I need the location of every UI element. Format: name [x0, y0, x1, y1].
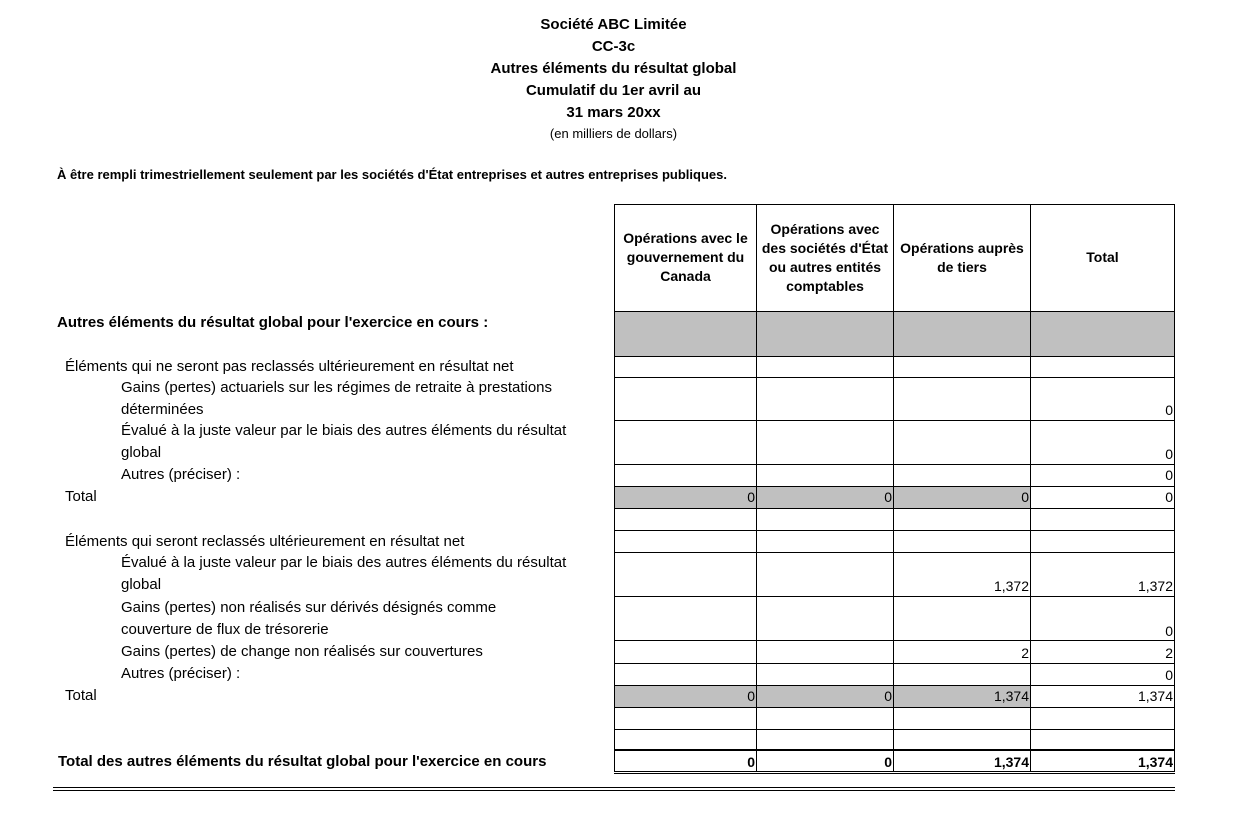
- group2-row4-label: Autres (préciser) :: [121, 665, 241, 682]
- group2-row1-third: 1,372: [993, 578, 1029, 594]
- grid-hline: [614, 663, 1175, 664]
- section-title: Autres éléments du résultat global pour l'exercice en cours :: [57, 314, 489, 331]
- group2-title: Éléments qui seront reclassés ultérieurement en résultat net: [65, 533, 465, 550]
- col-header-crown-corps: Opérations avec des sociétés d'État ou autres entités comptables: [756, 204, 894, 311]
- group1-row3-total: 0: [1165, 467, 1173, 483]
- bottom-double-rule: [53, 787, 1175, 788]
- group1-total-crown: 0: [884, 489, 892, 505]
- group2-row1-label-cont: global: [121, 576, 162, 593]
- group2-row3-third: 2: [1021, 645, 1029, 661]
- group1-row2-label: Évalué à la juste valeur par le biais des autres éléments du résultat: [121, 422, 567, 439]
- group1-row1-label: Gains (pertes) actuariels sur les régimes de retraite à prestations: [121, 379, 553, 396]
- grid-hline: [614, 707, 1175, 708]
- instruction-text: À être rempli trimestriellement seulement par les sociétés d'État entreprises et autres entreprises publiques.: [57, 167, 727, 182]
- group1-total-third: 0: [1021, 489, 1029, 505]
- form-title: Autres éléments du résultat global: [490, 60, 737, 77]
- group1-row3-label: Autres (préciser) :: [121, 466, 241, 483]
- grid-hline: [614, 596, 1175, 597]
- group2-row3-total: 2: [1165, 645, 1173, 661]
- group1-row1-total: 0: [1165, 402, 1173, 418]
- grid-hline-thick: [614, 749, 1175, 751]
- grand-total-total: 1,374: [1137, 754, 1173, 770]
- grid-hline: [614, 420, 1175, 421]
- group1-row2-label-cont: global: [121, 444, 162, 461]
- group2-total-crown: 0: [884, 688, 892, 704]
- units-note: (en milliers de dollars): [549, 126, 678, 141]
- period-line-1: Cumulatif du 1er avril au: [525, 82, 702, 99]
- group1-total-total: 0: [1165, 489, 1173, 505]
- grand-total-third: 1,374: [993, 754, 1029, 770]
- group2-total-third: 1,374: [993, 688, 1029, 704]
- section-shade: [614, 311, 1174, 356]
- company-name: Société ABC Limitée: [540, 16, 687, 33]
- grand-total-label: Total des autres éléments du résultat global pour l'exercice en cours: [58, 753, 547, 770]
- col-header-government: Opérations avec le gouvernement du Canada: [614, 204, 757, 311]
- grid-hline: [614, 552, 1175, 553]
- group2-row2-label: Gains (pertes) non réalisés sur dérivés désignés comme: [121, 599, 497, 616]
- form-code: CC-3c: [591, 38, 636, 55]
- bottom-double-rule: [53, 790, 1175, 791]
- grid-hline: [614, 530, 1175, 531]
- col-header-total: Total: [1030, 204, 1175, 311]
- group2-row2-total: 0: [1165, 623, 1173, 639]
- grand-total-government: 0: [747, 754, 755, 770]
- group2-row3-label: Gains (pertes) de change non réalisés sur couvertures: [121, 643, 483, 660]
- group1-total-label: Total: [65, 488, 97, 505]
- group1-title: Éléments qui ne seront pas reclassés ultérieurement en résultat net: [65, 358, 514, 375]
- grid-hline: [614, 773, 1175, 774]
- group2-row2-label-cont: couverture de flux de trésorerie: [121, 621, 329, 638]
- grid-hline: [614, 377, 1175, 378]
- grid-hline: [614, 729, 1175, 730]
- group2-row1-total: 1,372: [1137, 578, 1173, 594]
- col-header-third-parties: Opérations auprès de tiers: [893, 204, 1031, 311]
- period-line-2: 31 mars 20xx: [566, 104, 661, 121]
- group2-total-total: 1,374: [1137, 688, 1173, 704]
- group1-row2-total: 0: [1165, 446, 1173, 462]
- grid-hline: [614, 508, 1175, 509]
- group1-row1-label-cont: déterminées: [121, 401, 204, 418]
- grid-hline: [614, 356, 1175, 357]
- group2-total-government: 0: [747, 688, 755, 704]
- group2-row4-total: 0: [1165, 667, 1173, 683]
- group1-total-government: 0: [747, 489, 755, 505]
- grand-total-crown: 0: [884, 754, 892, 770]
- group2-total-label: Total: [65, 687, 97, 704]
- group2-row1-label: Évalué à la juste valeur par le biais des autres éléments du résultat: [121, 554, 567, 571]
- grid-hline: [614, 204, 1175, 205]
- grid-hline: [614, 311, 1175, 312]
